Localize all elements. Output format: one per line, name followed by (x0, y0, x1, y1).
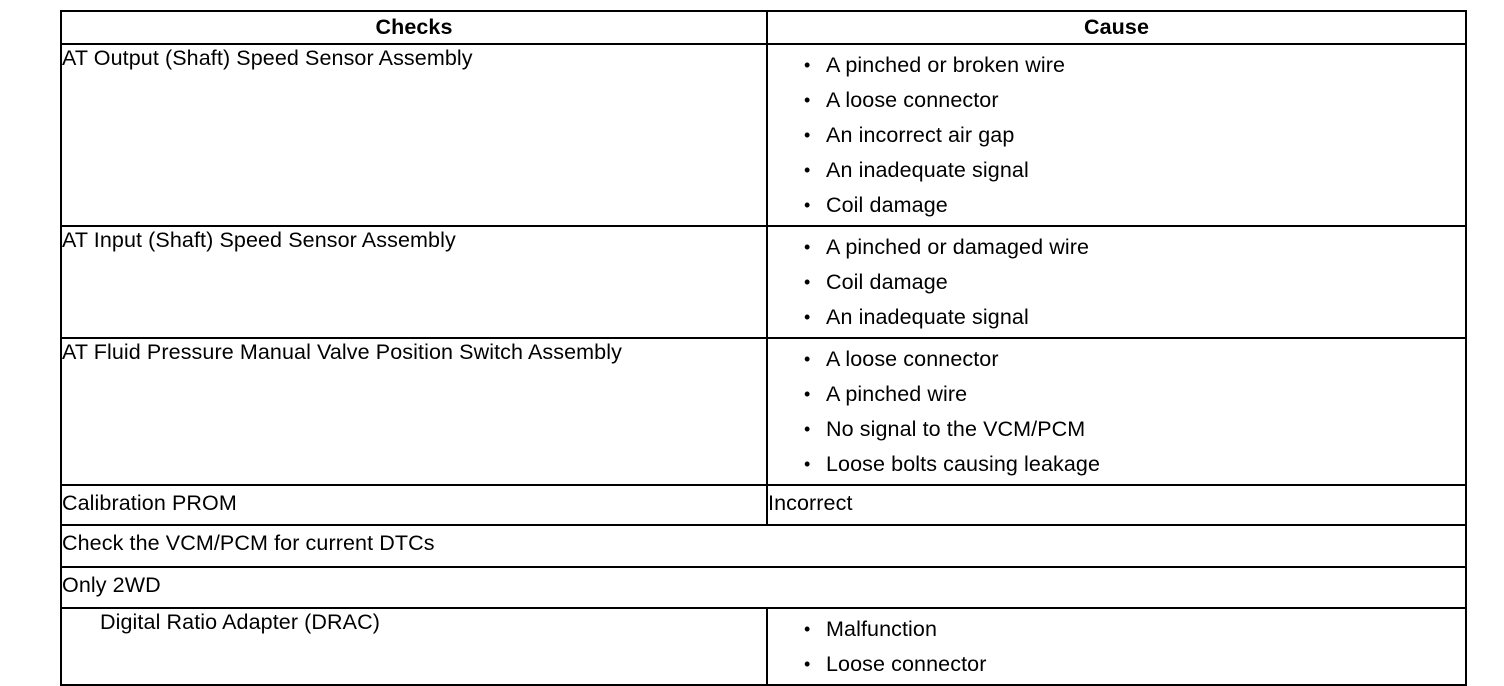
cause-item: • A pinched wire (804, 379, 1465, 414)
bullet-icon: • (804, 307, 811, 327)
bullet-icon: • (804, 454, 811, 474)
cause-list (768, 45, 1465, 225)
bullet-icon: • (804, 619, 811, 639)
bullet-icon: • (804, 195, 811, 215)
cause-cell (767, 338, 1466, 485)
table-row (61, 44, 1466, 226)
bullet-icon: • (804, 419, 811, 439)
bullet-icon: • (804, 272, 811, 292)
cause-item: • Malfunction (804, 614, 1465, 649)
bullet-icon: • (804, 654, 811, 674)
bullet-icon: • (804, 90, 811, 110)
cause-cell (767, 226, 1466, 338)
cause-list (768, 227, 1465, 337)
diagnostic-table (60, 10, 1467, 686)
check-cell: AT Input (Shaft) Speed Sensor Assembly (61, 226, 767, 338)
check-cell: Calibration PROM (61, 485, 767, 525)
header-row (61, 11, 1466, 44)
cause-item: • A loose connector (804, 85, 1465, 120)
bullet-icon: • (804, 349, 811, 369)
bullet-icon: • (804, 160, 811, 180)
header-checks: Checks (61, 11, 767, 44)
header-cause: Cause (767, 11, 1466, 44)
cause-item: • A pinched or broken wire (804, 50, 1465, 85)
cause-item: • A pinched or damaged wire (804, 232, 1465, 267)
cause-cell: Incorrect (767, 485, 1466, 525)
cause-item: • Loose bolts causing leakage (804, 449, 1465, 484)
table-row (61, 485, 1466, 525)
bullet-icon: • (804, 237, 811, 257)
cause-item: • A loose connector (804, 344, 1465, 379)
check-cell: AT Output (Shaft) Speed Sensor Assembly (61, 44, 767, 226)
table-row (61, 608, 1466, 685)
cause-item: • An inadequate signal (804, 302, 1465, 337)
cause-cell (767, 44, 1466, 226)
cause-list (768, 609, 1465, 684)
cause-item: • An incorrect air gap (804, 120, 1465, 155)
check-cell: Digital Ratio Adapter (DRAC) (61, 608, 767, 685)
bullet-icon: • (804, 384, 811, 404)
cause-item: • An inadequate signal (804, 155, 1465, 190)
table-row (61, 338, 1466, 485)
full-row-cell: Only 2WD (61, 567, 1466, 608)
table-row (61, 567, 1466, 608)
full-row-cell: Check the VCM/PCM for current DTCs (61, 525, 1466, 567)
cause-item: • Coil damage (804, 190, 1465, 225)
table-row (61, 226, 1466, 338)
cause-cell (767, 608, 1466, 685)
bullet-icon: • (804, 55, 811, 75)
table-row (61, 525, 1466, 567)
bullet-icon: • (804, 125, 811, 145)
cause-item: • Loose connector (804, 649, 1465, 684)
cause-item: • Coil damage (804, 267, 1465, 302)
cause-item: • No signal to the VCM/PCM (804, 414, 1465, 449)
check-cell: AT Fluid Pressure Manual Valve Position Switch Assembly (61, 338, 767, 485)
cause-list (768, 339, 1465, 484)
